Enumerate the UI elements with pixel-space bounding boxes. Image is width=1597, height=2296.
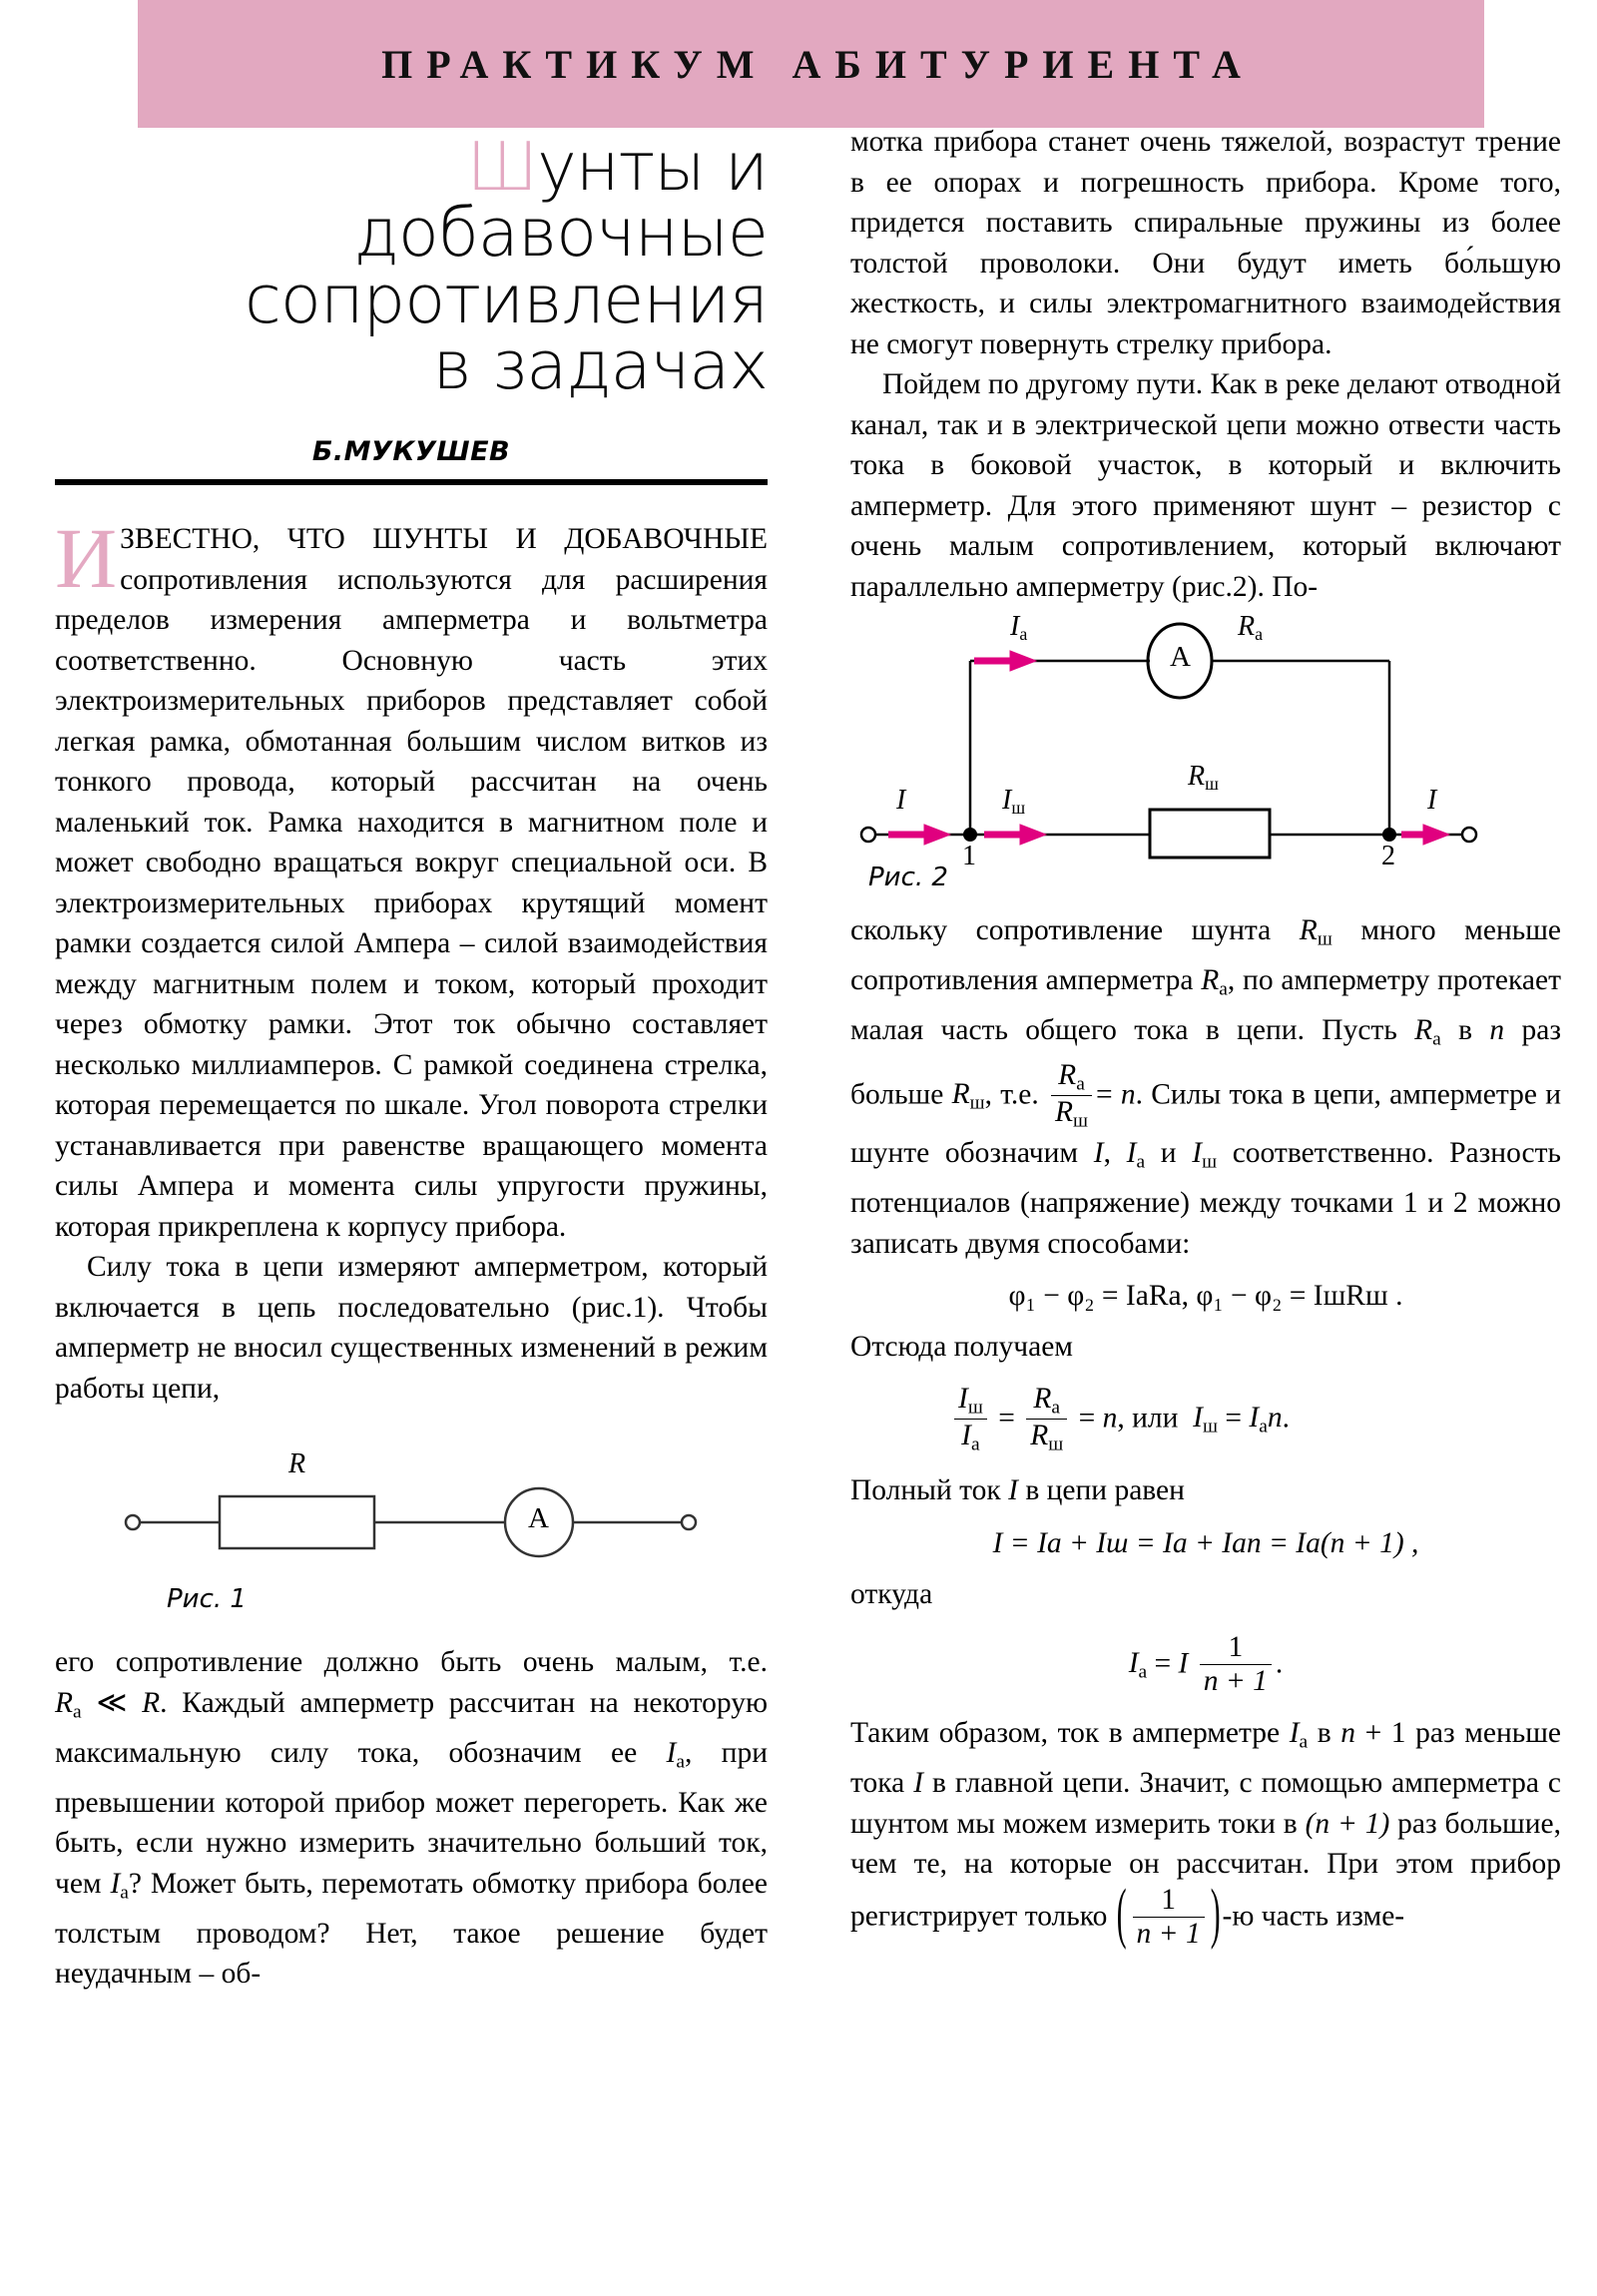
math-I-4: I xyxy=(913,1767,924,1800)
body-drop-cap: И xyxy=(55,510,118,607)
right-paragraph-4 xyxy=(850,1327,1561,1368)
figure-2-label-I-right: I xyxy=(1427,785,1437,816)
figure-2-label-I-left: I xyxy=(896,785,906,816)
figure-1-circuit xyxy=(55,1435,768,1584)
right-paragraph-4-text: Отсюда получаем xyxy=(850,1331,1073,1364)
math-eq-sign-4: = xyxy=(1225,1402,1242,1435)
article-title xyxy=(55,128,768,404)
left-column xyxy=(55,128,768,1995)
math-Ia-2: $I_а$ xyxy=(110,1867,129,1904)
terminal-left-icon xyxy=(861,828,875,842)
math-eq-sign-2: = xyxy=(998,1402,1015,1435)
figure-1-caption: Рис. 1 xyxy=(167,1584,247,1615)
author-byline: Б.МУКУШЕВ xyxy=(311,436,511,468)
left-paragraph-1 xyxy=(55,510,768,1247)
equation-4-tail: . xyxy=(1275,1647,1284,1680)
terminal-left-icon xyxy=(126,1515,140,1529)
math-frac-Ra-Rsh-2: $\frac{R_а}{R_ш}$ xyxy=(1026,1383,1067,1455)
resistor-symbol xyxy=(220,1496,374,1548)
math-eq-sign-5: = xyxy=(1154,1647,1172,1680)
math-Ish-1: $I_ш$ xyxy=(1192,1137,1218,1173)
title-line-1 xyxy=(55,128,768,206)
equation-2-tail: . xyxy=(1282,1402,1290,1435)
math-paren-close: ) xyxy=(1210,1877,1221,1952)
terminal-right-icon xyxy=(682,1515,696,1529)
left-paragraph-2-text: Силу тока в цепи измеряют амперметром, который включается в цепь последовательно (рис.1). Чтобы амперметр не вносил существенных изменений в режим работы цепи, xyxy=(55,1251,768,1405)
title-divider-rule xyxy=(55,479,768,485)
title-line-3: сопротивления xyxy=(245,260,768,338)
math-Rsh-2: $R_ш$ xyxy=(951,1078,985,1114)
left-p3-part-c: , при превышении которой прибор может перегореть. Как же быть, если нужно измерить значительно больший ток, чем xyxy=(55,1736,768,1900)
left-p3-part-a: его сопротивление должно быть очень малым, т.е. xyxy=(55,1646,768,1679)
right-paragraph-7 xyxy=(850,1713,1561,1952)
right-column xyxy=(850,128,1561,1952)
equation-2 xyxy=(850,1384,1561,1456)
figure-2-ammeter-label: A xyxy=(1170,641,1191,673)
math-n-3: n xyxy=(1102,1402,1118,1435)
math-Ra-1: $R_а$ xyxy=(1201,963,1228,1000)
right-p3: скольку сопротивление шунта $R_ш$ много меньше сопротивления амперметра $R_а$, по амперметру протекает малая часть общего тока в цепи. Пусть $R_а$ в n раз больше $R_ш$, т.е. $\frac{R_а}{R_ш}$ = n. Силы тока в цепи, амперметре и шунте обозначим I, $I_а$ и $I_ш$ соответственно. Разность потенциалов (напряжение) между точками 1 и 2 можно записать двумя способами: xyxy=(850,914,1561,1260)
math-Ia-1: $I_а$ xyxy=(666,1736,685,1773)
shunt-resistor-symbol xyxy=(1150,810,1270,858)
right-paragraph-5 xyxy=(850,1470,1561,1511)
page-body xyxy=(0,128,1597,2296)
title-drop-letter: Ш xyxy=(466,128,538,206)
right-p7: Таким образом, ток в амперметре $I_а$ в n + 1 раз меньше тока I в главной цепи. Значит, с помощью амперметра с шунтом мы можем измерить токи в (n + 1) раз большие, чем те, на которые он рассчитан. При этом прибор регистрирует только ( $\frac{1}{n + 1}$ )-ю часть изме- xyxy=(850,1713,1561,1952)
figure-1-ammeter-label: A xyxy=(528,1502,549,1535)
left-paragraph-2 xyxy=(55,1247,768,1409)
math-Ish-2: $I_ш$ xyxy=(1185,1402,1218,1437)
figure-2-label-Ra: $R_а$ xyxy=(1238,611,1264,645)
figure-2 xyxy=(850,613,1561,902)
math-Ia-4: $I_а$ xyxy=(1128,1647,1148,1683)
math-I-3: I xyxy=(1178,1647,1189,1680)
figure-1 xyxy=(55,1435,768,1620)
banner-title: ПРАКТИКУМ АБИТУРИЕНТА xyxy=(381,41,1255,87)
right-paragraph-1 xyxy=(850,122,1561,607)
math-frac-1-np1-inline: $\frac{1}{n + 1}$ xyxy=(1133,1884,1205,1951)
figure-1-resistor-label: R xyxy=(288,1448,306,1480)
figure-2-label-Ia: $I_а$ xyxy=(1010,611,1028,645)
math-frac-1-np1: $\frac{1}{n + 1}$ xyxy=(1200,1631,1272,1698)
math-n-2: n xyxy=(1120,1078,1136,1111)
current-arrows xyxy=(888,651,1449,845)
title-line-1-rest: унты и xyxy=(537,128,768,206)
math-paren-open: ( xyxy=(1116,1877,1127,1952)
figure-2-node-1-label: 1 xyxy=(962,841,976,871)
equation-1: φ₁ − φ₂ = IаRа, φ₁ − φ₂ = IшRш . xyxy=(1008,1280,1403,1313)
right-paragraph-3 xyxy=(850,910,1561,1264)
figure-2-label-Ish: $I_ш$ xyxy=(1002,785,1026,819)
math-frac-Ra-Rsh: $\frac{R_а}{R_ш}$ xyxy=(1051,1059,1092,1132)
equation-2-or: , или xyxy=(1117,1402,1179,1435)
equation-3: I = Iа + Iш = Iа + Iаn = Iа(n + 1) , xyxy=(992,1526,1419,1559)
math-Ra-2: $R_а$ xyxy=(1414,1013,1441,1050)
equation-4 xyxy=(850,1632,1561,1699)
right-paragraph-2-text: Пойдем по другому пути. Как в реке делают отводной канал, так и в электрической цепи можно отвести часть тока в боковой участок, в который и включить амперметр. Для этого применяют шунт – резистор с очень малым сопротивлением, который включают параллельно амперметру (рис.2). По- xyxy=(850,368,1561,603)
figure-2-label-Rsh: $R_ш$ xyxy=(1188,761,1219,795)
math-I-1: I xyxy=(1093,1137,1104,1170)
left-p3-part-b: . Каждый амперметр рассчитан на некоторую максимальную силу тока, обозначим ее xyxy=(55,1686,769,1769)
math-n-4: n xyxy=(1340,1717,1355,1750)
math-Ian: $I_аn$ xyxy=(1249,1402,1283,1437)
math-Ia-5: $I_а$ xyxy=(1289,1717,1309,1753)
math-np1: (n + 1) xyxy=(1305,1807,1390,1840)
right-p5: Полный ток I в цепи равен xyxy=(850,1474,1185,1507)
title-line-4: в задачах xyxy=(432,325,768,404)
math-Ia-3: $I_а$ xyxy=(1126,1137,1146,1173)
figure-2-circuit xyxy=(850,613,1561,862)
terminal-right-icon xyxy=(1462,828,1476,842)
left-paragraph-1-text: сопротивления используются для расширения пределов измерения амперметра и вольтметра соответственно. Основную часть этих электроизмерительных приборов представляет собой легкая рамка, обмотанная большим числом витков из тонкого провода, который рассчитан на очень маленький ток. Рамка находится в магнитном поле и может свободно вращаться вокруг специальной оси. В электроизмерительных приборах крутящий момент рамки создается силой Ампера – силой взаимодействия между магнитным полем и током, который проходит через обмотку рамки. Этот ток обычно составляет несколько миллиамперов. С рамкой соединена стрелка, которая перемещается по шкале. Угол поворота стрелки устанавливается при равенстве вращающего момента силы Ампера и момента силы упругости пружины, которая прикреплена к корпусу прибора. xyxy=(55,563,768,1243)
math-Rsh-1: $R_ш$ xyxy=(1299,914,1332,950)
body-small-caps-lead: ЗВЕСТНО, ЧТО ШУНТЫ И ДОБАВОЧНЫЕ xyxy=(120,523,768,556)
math-I-2: I xyxy=(1008,1474,1018,1507)
math-eq-sign-3: = xyxy=(1078,1402,1096,1435)
left-paragraph-3 xyxy=(55,1642,768,1994)
right-paragraph-1-text: мотка прибора станет очень тяжелой, возрастут трение в ее опорах и погрешность прибора. Кроме того, придется поставить спиральные пружины из более толстой проволоки. Они будут иметь бо́льшую жесткость, и силы электромагнитного взаимодействия не смогут повернуть стрелку прибора. xyxy=(850,126,1561,360)
section-banner xyxy=(138,0,1484,128)
figure-2-node-2-label: 2 xyxy=(1381,841,1395,871)
right-paragraph-6 xyxy=(850,1574,1561,1615)
left-p3-part-d: ? Может быть, перемотать обмотку прибора более толстым проводом? Нет, такое решение будет неудачным – об- xyxy=(55,1867,768,1991)
right-paragraph-6-text: откуда xyxy=(850,1577,933,1610)
title-line-2: добавочные xyxy=(353,194,768,273)
math-Ra-ll-R: $R_а$ ≪ R xyxy=(55,1686,161,1723)
figure-2-caption: Рис. 2 xyxy=(868,862,948,892)
math-eq-sign-1: = xyxy=(1096,1078,1113,1111)
math-n-1: n xyxy=(1489,1013,1505,1046)
math-frac-Ish-Ia: $\frac{I_ш}{I_а}$ xyxy=(954,1383,987,1455)
